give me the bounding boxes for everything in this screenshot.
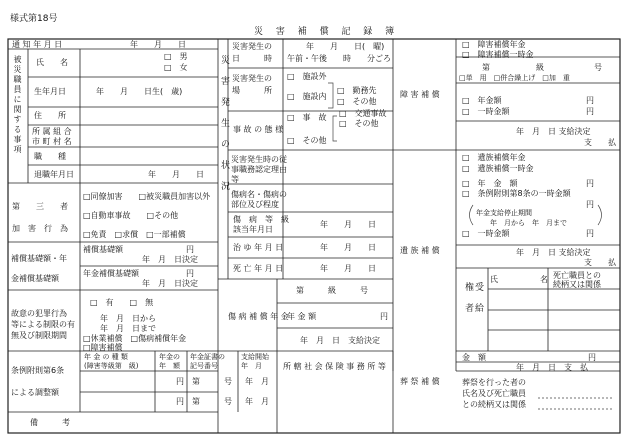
gender-female-checkbox[interactable]: □ 女 [164, 63, 188, 72]
job-title-label-2: 事職務認定理由 [231, 165, 287, 174]
place-inside-checkbox[interactable]: □ 施設内 [287, 92, 327, 101]
job-label: 職 種 [34, 152, 66, 161]
place-label-2: 場 所 [232, 86, 272, 95]
disability-options[interactable]: □単 用 □併合繰上げ □加 重 [459, 74, 570, 82]
survivor-payment: 支 払 [584, 258, 616, 267]
third-party-label-2: 加 害 行 為 [12, 224, 68, 233]
crime-check-1[interactable]: □休業補償 □傷病補償年金 [83, 334, 187, 343]
start-ym-2[interactable]: 年 月 [245, 397, 269, 406]
funeral-person-1: 葬祭を行った者の [462, 378, 526, 387]
pension-amount-header-2: 年 額 [159, 362, 180, 370]
place-work-checkbox[interactable]: □ 勤務先 [337, 86, 377, 95]
municipality-label-1: 所 属 組 合 [32, 127, 72, 136]
pension-yen-2: 円 [176, 397, 184, 406]
survivor-stop-label: 年金支給停止期間 [476, 209, 532, 217]
cert-number-1[interactable]: 第 号 [192, 377, 232, 386]
base-amount-decided-1[interactable]: 年 月 日決定 [142, 255, 198, 264]
survivor-annex-yen: 円 [586, 200, 594, 209]
retirement-value[interactable]: 年 月 日 [148, 170, 204, 179]
crime-to[interactable]: 年 月 日まで [100, 324, 156, 333]
funeral-person-2: 氏名及び死亡職員 [462, 389, 526, 398]
name-label: 氏 名 [36, 58, 68, 67]
base-amount-yen-2: 円 [186, 269, 194, 278]
funeral-person-3: との続柄又は関係 [462, 400, 526, 409]
place-label-1: 災害発生の [232, 74, 272, 83]
mode-other2-checkbox[interactable]: □ その他 [287, 136, 327, 145]
injured-staff-label: 被災職員に関する事項 [13, 55, 22, 155]
annual-amount-yen: 円 [380, 312, 388, 321]
third-party-checks-2[interactable]: □自動車事故 □その他 [83, 211, 179, 220]
datetime-label-1: 災害発生の [232, 42, 272, 51]
funeral-amount-yen: 円 [588, 353, 596, 362]
injury-label-1: 傷病名・傷病の [231, 190, 287, 199]
funeral-amount-label: 金 額 [462, 353, 486, 362]
recipient-name-shi: 氏 [490, 275, 498, 284]
sick-pension-grade[interactable]: 第 級 号 [296, 286, 368, 295]
third-party-checks-1[interactable]: □同僚加害 □被災職員加害以外 [83, 192, 211, 201]
cure-date[interactable]: 年 月 日 [320, 243, 376, 252]
survivor-pension-yen: 円 [586, 179, 594, 188]
survivor-lump-amount[interactable]: □ 一時金額 [462, 229, 510, 238]
disability-label: 障 害 補 償 [400, 90, 440, 99]
recipient-relation-2: 続柄又は関係 [553, 280, 601, 289]
datetime-label-2: 日 時 [232, 54, 272, 63]
recipient-relation-1: 死亡職員との [553, 271, 601, 280]
survivor-lump-checkbox[interactable]: □ 遺族補償一時金 [462, 164, 534, 173]
sick-pension-label: 傷 病 補 償 年 金 [228, 312, 289, 321]
injury-label-2: 部位及び程度 [231, 200, 279, 209]
disability-grade-dai: 第 [482, 63, 490, 72]
survivor-pension-checkbox[interactable]: □ 遺族補償年金 [462, 153, 526, 162]
base-amount-row-2: 年金補償基礎額 [83, 269, 139, 278]
base-amount-decided-2[interactable]: 年 月 日決定 [142, 279, 198, 288]
crime-yes-no[interactable]: □ 有 □ 無 [90, 298, 154, 307]
start-ym-1[interactable]: 年 月 [245, 377, 269, 386]
mode-accident-checkbox[interactable]: □ 事 故 [287, 113, 327, 122]
grade-label-2: 該当年月日 [233, 225, 273, 234]
third-party-label-1: 第 三 者 [12, 202, 68, 211]
start-header-2: 年 月 [241, 362, 262, 370]
funeral-date[interactable]: 年 月 日 支 払 [516, 363, 588, 372]
pension-type-header-1: 年 金 の 種 類 [84, 353, 128, 361]
pension-amount-header-1: 年金の [159, 353, 180, 361]
base-amount-label-2: 金補償基礎額 [11, 274, 59, 283]
retirement-label: 退職年月日 [34, 170, 74, 179]
place-outside-checkbox[interactable]: □ 施設外 [287, 72, 327, 81]
grade-label-1: 傷 病 等 級 [233, 215, 289, 224]
start-header-1: 支給開始 [241, 353, 269, 361]
base-amount-yen-1: 円 [186, 245, 194, 254]
certificate-header-2: 記号番号 [190, 362, 218, 370]
disability-grade-kyu: 級 [536, 63, 544, 72]
art6-label-1: 条例附則第6条 [11, 366, 65, 375]
notice-date-value[interactable]: 年 月 日 [130, 40, 186, 49]
cure-label: 治 ゆ 年 月 日 [233, 243, 284, 252]
job-title-label-3: 等 [231, 175, 239, 184]
cert-number-2[interactable]: 第 号 [192, 397, 232, 406]
survivor-stop-period[interactable]: 年 月から 年 月まで [490, 219, 567, 227]
crime-label-1: 故意の犯罪行為 [11, 309, 67, 318]
job-title-label-1: 災害発生時の従 [231, 155, 287, 164]
survivor-lump-yen: 円 [586, 229, 594, 238]
funeral-label: 葬 祭 補 償 [400, 377, 440, 386]
third-party-checks-3[interactable]: □免責 □求償 □一部補償 [83, 230, 186, 239]
disability-lump-checkbox[interactable]: □ 障害補償一時金 [462, 50, 534, 59]
disability-pension-amount[interactable]: □ 年金額 [462, 96, 502, 105]
pension-yen-1: 円 [176, 377, 184, 386]
disability-lump-amount[interactable]: □ 一時金額 [462, 107, 510, 116]
crime-label-3: 無及び制限期間 [11, 331, 67, 340]
mode-traffic-checkbox[interactable]: □ 交通事故 [339, 109, 387, 118]
recipient-name-mei: 名 [540, 275, 548, 284]
disability-pension-checkbox[interactable]: □ 障害補償年金 [462, 40, 526, 49]
base-amount-label-1: 補償基礎額・年 [11, 254, 67, 263]
art6-label-2: による調整額 [11, 388, 59, 397]
mode-other1-checkbox[interactable]: □ その他 [339, 119, 379, 128]
address-label: 住 所 [34, 111, 66, 120]
sick-pension-decision[interactable]: 年 月 日 支給決定 [300, 336, 380, 345]
death-date[interactable]: 年 月 日 [320, 264, 376, 273]
form-number: 様式第18号 [10, 14, 58, 24]
recipient-label: 受給権者 [463, 282, 483, 324]
page-title: 災 害 補 償 記 録 簿 [254, 27, 400, 37]
datetime-value-2[interactable]: 午前・午後 時 分ごろ [287, 54, 391, 63]
insurance-office-label: 所 轄 社 会 保 険 事 務 所 等 [283, 362, 386, 371]
disability-grade-go: 号 [594, 63, 602, 72]
disability-decision[interactable]: 年 月 日 支給決定 [516, 127, 591, 136]
disability-pension-yen: 円 [586, 96, 594, 105]
survivor-annex-amount[interactable]: □ 条例附則第8条の一時金額 [462, 189, 571, 198]
birth-value[interactable]: 年 月 日生( 歳) [96, 87, 183, 96]
base-amount-row-1: 補償基礎額 [83, 245, 123, 254]
birth-label: 生年月日 [34, 87, 66, 96]
pension-type-header-2: (障害等級第 級) [84, 362, 139, 370]
disability-lump-yen: 円 [586, 107, 594, 116]
municipality-label-2: 市 町 村 名 [32, 137, 72, 146]
survivor-label: 遺 族 補 償 [400, 246, 440, 255]
remarks-label: 備 考 [30, 418, 70, 427]
survivor-pension-amount[interactable]: □ 年 金 額 [462, 179, 518, 188]
notice-date-label: 通 知 年 月 日 [12, 40, 63, 49]
place-other-checkbox[interactable]: □ その他 [337, 97, 377, 106]
crime-check-2[interactable]: □障害補償 [83, 343, 123, 352]
situation-label: 災害発生の状況 [219, 55, 229, 202]
survivor-decision[interactable]: 年 月 日 支給決定 [516, 248, 591, 257]
crime-label-2: 等による制限の有 [11, 320, 75, 329]
certificate-header-1: 年金証書の [190, 353, 225, 361]
annual-amount-label: 年 金 額 [287, 312, 317, 321]
disability-payment: 支 払 [584, 138, 616, 147]
death-label: 死 亡 年 月 日 [233, 264, 284, 273]
datetime-value-1[interactable]: 年 月 日( 曜) [306, 42, 385, 51]
crime-from[interactable]: 年 月 日から [100, 314, 156, 323]
gender-male-checkbox[interactable]: □ 男 [164, 52, 188, 61]
mode-label: 事 故 の 態 様 [233, 125, 284, 134]
grade-date[interactable]: 年 月 日 [320, 220, 376, 229]
